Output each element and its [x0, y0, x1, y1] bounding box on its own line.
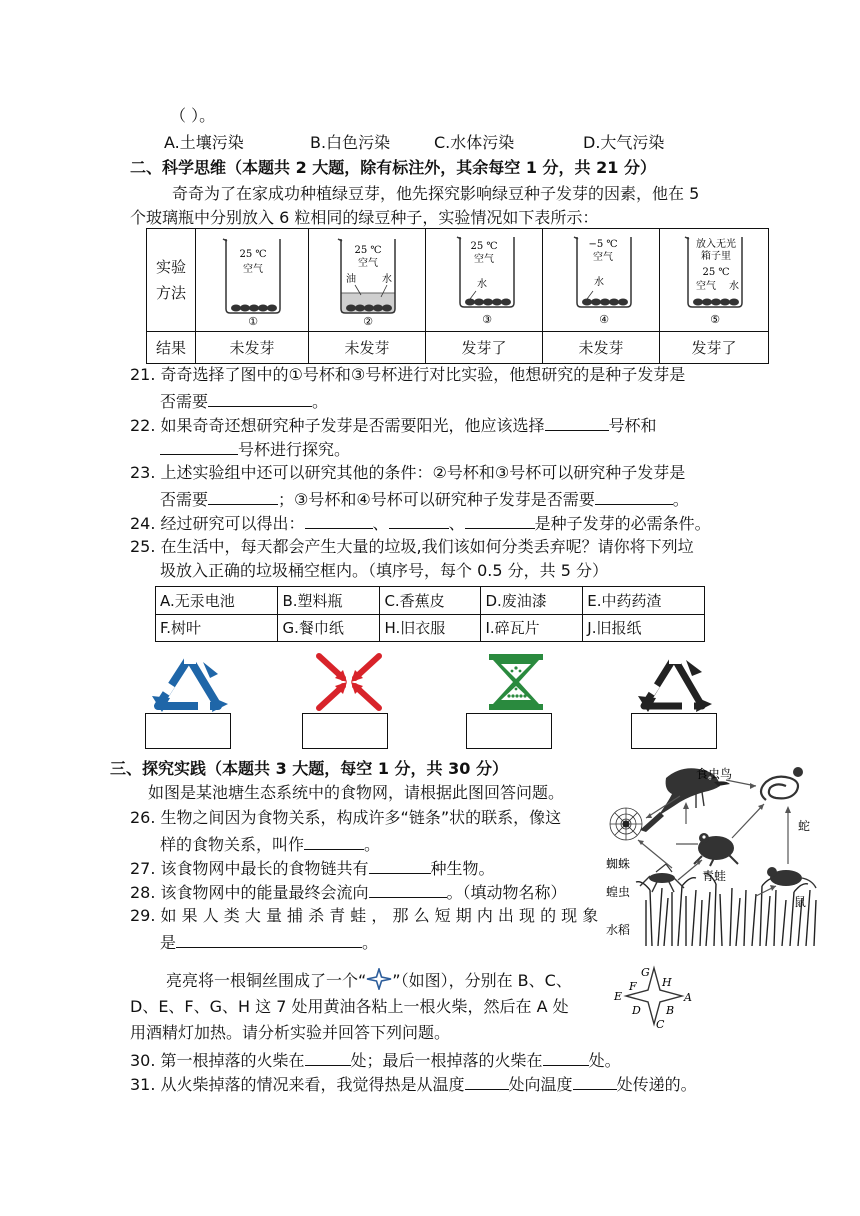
star-label-b: B: [666, 1004, 675, 1017]
q23-line2: 否需要 ；③号杯和④号杯可以研究种子发芽是否需要 。: [160, 486, 689, 512]
recyclable-answer-box[interactable]: [145, 713, 231, 749]
cup-4-water: 水: [594, 277, 604, 288]
cup-1-temp: 25 ℃: [239, 249, 267, 260]
wire-line2: D、E、F、G、H 这 7 处用黄油各粘上一根火柴，然后在 A 处: [130, 997, 569, 1016]
star-label-f: F: [629, 980, 637, 993]
label-mouse: 鼠: [794, 895, 807, 909]
q21-line1: 21. 奇奇选择了图中的①号杯和③号杯进行对比实验，他想研究的是种子发芽是: [130, 365, 686, 384]
q24-line: 24. 经过研究可以得出： 、 、 是种子发芽的必需条件。: [130, 510, 711, 536]
label-snake: 蛇: [798, 819, 811, 833]
result-4: 未发芽: [543, 332, 660, 364]
method-label: [147, 229, 196, 332]
option-a: A.土壤污染: [164, 133, 244, 152]
harmful-waste-icon: [313, 652, 385, 712]
cup-3-temp: 25 ℃: [470, 241, 498, 252]
trash-item-h: H.旧衣服: [380, 614, 481, 642]
cup-5-dark-1: 放入无光: [696, 239, 736, 250]
harmful-answer-box[interactable]: [302, 713, 388, 749]
result-2: 未发芽: [309, 332, 426, 364]
option-d: D.大气污染: [583, 133, 665, 152]
cup-3-air: 空气: [474, 254, 494, 265]
section2-intro-2: 个玻璃瓶中分别放入 6 粒相同的绿豆种子，实验情况如下表所示：: [130, 208, 599, 227]
q24-blank-2[interactable]: [389, 510, 449, 529]
q23-blank-2[interactable]: [595, 486, 673, 505]
label-locust: 蝗虫: [606, 885, 631, 899]
trash-item-g: G.餐巾纸: [278, 614, 380, 642]
q25-line1: 25. 在生活中，每天都会产生大量的垃圾,我们该如何分类丢弃呢？请你将下列垃: [130, 537, 694, 556]
result-5: 发芽了: [660, 332, 769, 364]
q23-blank-1[interactable]: [208, 486, 278, 505]
q26-line1: 26. 生物之间因为食物关系，构成许多“链条”状的联系，像这: [130, 808, 562, 827]
q22-blank-2[interactable]: [160, 436, 238, 455]
q30-line: 30. 第一根掉落的火柴在 处；最后一根掉落的火柴在 处。: [130, 1047, 621, 1073]
star-wire-diagram: [612, 964, 696, 1030]
q29-line1: 29. 如 果 人 类 大 量 捕 杀 青 蛙 ， 那 么 短 期 内 出 现 的 现 象: [130, 906, 599, 925]
cup-2-oil: 油: [346, 274, 356, 285]
section3-heading: 三、探究实践（本题共 3 大题，每空 1 分，共 30 分）: [110, 759, 508, 778]
cup-2-temp: 25 ℃: [354, 245, 382, 256]
wire-line1: 亮亮将一根铜丝围成了一个“ ”（如图），分别在 B、C、: [166, 968, 572, 993]
q22-line2: 号杯进行探究。: [160, 436, 350, 462]
q31-blank-2[interactable]: [573, 1071, 617, 1090]
kitchen-waste-icon: [483, 652, 549, 712]
snake-icon: [761, 777, 798, 800]
cup-5-number: ⑤: [710, 313, 720, 326]
beaker-3-icon: [426, 229, 542, 327]
option-c: C.水体污染: [434, 133, 515, 152]
q27-blank[interactable]: [369, 855, 431, 874]
mouse-icon: [767, 867, 816, 888]
trash-item-e: E.中药药渣: [583, 587, 705, 615]
q30-blank-2[interactable]: [543, 1047, 589, 1066]
q31-blank-1[interactable]: [465, 1071, 509, 1090]
trash-item-b: B.塑料瓶: [278, 587, 380, 615]
locust-icon: [640, 864, 684, 892]
cup-2-water: 水: [382, 274, 392, 285]
trash-item-j: J.旧报纸: [583, 614, 705, 642]
recyclable-icon: [148, 652, 230, 712]
star-label-c: C: [656, 1018, 665, 1030]
cup-cell-2: [309, 229, 426, 332]
food-web-diagram: [606, 760, 820, 948]
label-rice: 水稻: [606, 923, 631, 937]
cup-1-number: ①: [248, 315, 258, 327]
cup-cell-3: [426, 229, 543, 332]
cup-4-air: 空气: [593, 252, 613, 263]
star-wire-icon: [366, 968, 392, 990]
cup-5-water: 水: [729, 281, 739, 292]
label-frog: 青蛙: [702, 869, 727, 883]
other-answer-box[interactable]: [631, 713, 717, 749]
kitchen-answer-box[interactable]: [466, 713, 552, 749]
result-3: 发芽了: [426, 332, 543, 364]
q30-blank-1[interactable]: [305, 1047, 351, 1066]
q23-line1: 23. 上述实验组中还可以研究其他的条件：②号杯和③号杯可以研究种子发芽是: [130, 463, 686, 482]
trash-item-f: F.树叶: [156, 614, 278, 642]
beaker-4-icon: [543, 229, 659, 327]
option-b: B.白色污染: [310, 133, 391, 152]
label-spider: 蜘蛛: [606, 857, 631, 871]
q24-blank-3[interactable]: [465, 510, 535, 529]
result-label: 结果: [147, 332, 196, 364]
section2-intro-1: 奇奇为了在家成功种植绿豆芽，他先探究影响绿豆种子发芽的因素，他在 5: [172, 184, 700, 203]
method-label-line1: 实验: [155, 258, 186, 276]
star-label-d: D: [632, 1004, 641, 1017]
cup-5-temp: 25 ℃: [702, 267, 730, 278]
q24-blank-1[interactable]: [305, 510, 373, 529]
star-label-a: A: [684, 991, 692, 1004]
cup-cell-1: [196, 229, 309, 332]
q26-line2: 样的食物关系，叫作 。: [160, 831, 380, 857]
q26-blank[interactable]: [304, 831, 364, 850]
result-1: 未发芽: [196, 332, 309, 364]
q22-blank-1[interactable]: [545, 412, 609, 431]
trash-item-a: A.无汞电池: [156, 587, 278, 615]
cup-4-temp: −5 ℃: [588, 239, 618, 250]
section2-heading: 二、科学思维（本题共 2 大题，除有标注外，其余每空 1 分，共 21 分）: [130, 158, 656, 177]
trash-item-c: C.香蕉皮: [380, 587, 481, 615]
q28-line: 28. 该食物网中的能量最终会流向 。（填动物名称）: [130, 879, 567, 905]
other-waste-icon: [634, 652, 714, 712]
q31-line: 31. 从火柴掉落的情况来看，我觉得热是从温度 处向温度 处传递的。: [130, 1071, 697, 1097]
q28-blank[interactable]: [369, 879, 447, 898]
beaker-5-icon: [660, 229, 768, 327]
cup-3-water: 水: [477, 279, 487, 290]
q21-line2: 否需要 。: [160, 388, 328, 414]
trash-item-i: I.碎瓦片: [481, 614, 583, 642]
experiment-table: [146, 228, 769, 364]
beaker-1-icon: [196, 229, 308, 327]
cup-5-dark-2: 箱子里: [701, 251, 731, 262]
cup-2-number: ②: [363, 315, 373, 327]
trash-items-table: [155, 586, 705, 642]
cup-cell-4: [543, 229, 660, 332]
q25-line2: 圾放入正确的垃圾桶空框内。（填序号，每个 0.5 分，共 5 分）: [160, 561, 608, 580]
cup-cell-5: [660, 229, 769, 332]
q27-line: 27. 该食物网中最长的食物链共有 种生物。: [130, 855, 495, 881]
question-paren: （ ）。: [170, 106, 216, 125]
q29-line2: 是 。: [160, 929, 378, 955]
q21-blank[interactable]: [208, 388, 312, 407]
cup-1-air: 空气: [243, 264, 263, 275]
star-label-g: G: [641, 966, 650, 979]
cup-3-number: ③: [482, 313, 492, 326]
trash-item-d: D.废油漆: [481, 587, 583, 615]
section3-intro: 如图是某池塘生态系统中的食物网，请根据此图回答问题。: [148, 783, 565, 802]
label-bird: 食虫鸟: [696, 767, 733, 781]
wire-line3: 用酒精灯加热。请分析实验并回答下列问题。: [130, 1023, 451, 1042]
cup-5-air: 空气: [696, 281, 716, 292]
q29-blank[interactable]: [176, 929, 362, 948]
beaker-2-icon: [309, 229, 425, 327]
q22-line1: 22. 如果奇奇还想研究种子发芽是否需要阳光，他应该选择 号杯和: [130, 412, 657, 438]
star-label-h: H: [662, 976, 672, 989]
method-label-line2: 方法: [155, 284, 186, 302]
star-label-e: E: [614, 990, 623, 1003]
cup-2-air: 空气: [358, 258, 378, 269]
cup-4-number: ④: [599, 313, 609, 326]
